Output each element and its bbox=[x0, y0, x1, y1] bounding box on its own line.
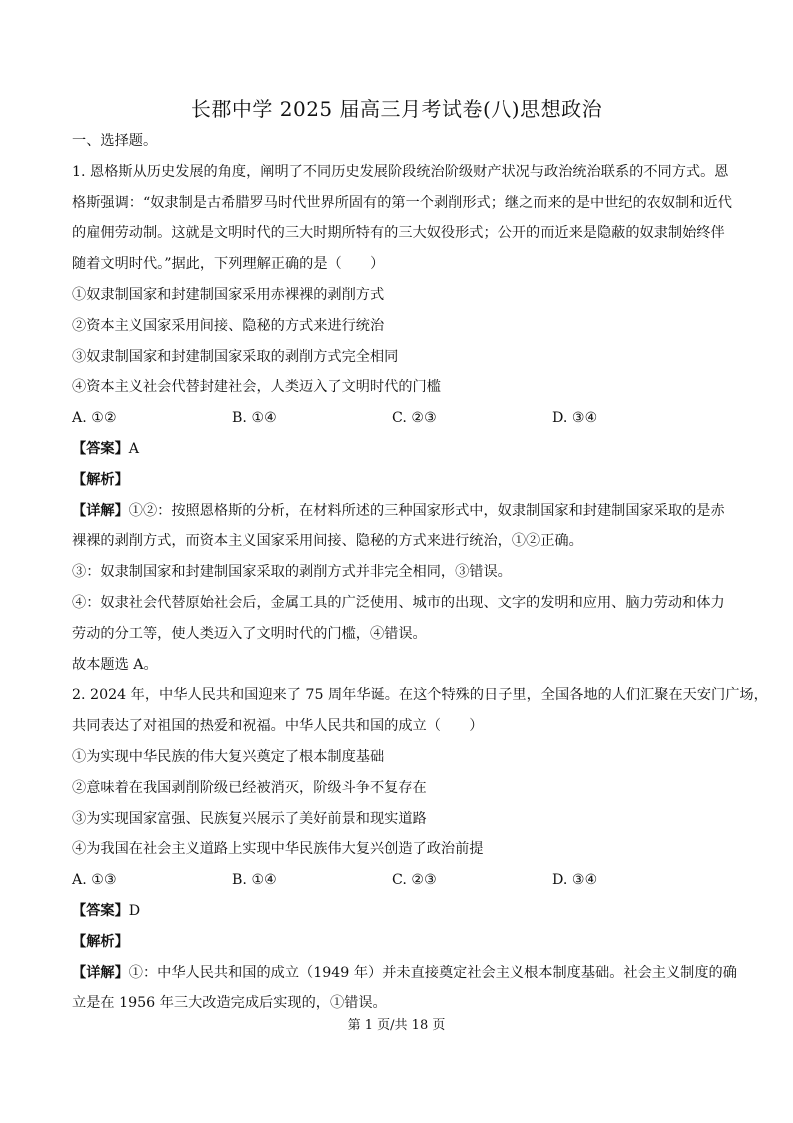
q1-item: ②资本主义国家采用间接、隐秘的方式来进行统治 bbox=[72, 317, 385, 334]
q1-stem-line: 格斯强调：“奴隶制是古希腊罗马时代世界所固有的第一个剥削形式；继之而来的是中世纪的农奴制和近代 bbox=[72, 194, 732, 211]
section-heading: 一、选择题。 bbox=[72, 133, 158, 149]
q2-options bbox=[72, 865, 722, 896]
q1-detail-line: 裸裸的剥削方式，而资本主义国家采用间接、隐秘的方式来进行统治，①②正确。 bbox=[72, 533, 583, 550]
q2-analysis-tag: 【解析】 bbox=[72, 933, 129, 950]
answer-value: D bbox=[128, 902, 141, 919]
q2-detail-line bbox=[72, 958, 737, 989]
detail-text: ①：中华人民共和国的成立（1949 年）并未直接奠定社会主义根本制度基础。社会主义制度的确 bbox=[128, 964, 737, 981]
q1-item: ④资本主义社会代替封建社会，人类迈入了文明时代的门槛 bbox=[72, 379, 441, 396]
q1-detail-line: ③：奴隶制国家和封建制国家采取的剥削方式并非完全相同，③错误。 bbox=[72, 564, 512, 581]
q2-item: ②意味着在我国剥削阶级已经被消灭，阶级斗争不复存在 bbox=[72, 779, 427, 796]
q2-detail-line: 立是在 1956 年三大改造完成后实现的，①错误。 bbox=[72, 995, 387, 1012]
document-title: 长郡中学 2025 届高三月考试卷(八)思想政治 bbox=[190, 97, 603, 121]
document-content bbox=[72, 126, 768, 1019]
q2-option-a: A. ①③ bbox=[72, 872, 117, 889]
q1-stem-line: 随着文明时代。”据此，下列理解正确的是（ ） bbox=[72, 256, 385, 273]
detail-tag: 【详解】 bbox=[72, 502, 129, 519]
q1-detail-line: 劳动的分工等，使人类迈入了文明时代的门槛，④错误。 bbox=[72, 625, 427, 642]
q2-item: ④为我国在社会主义道路上实现中华民族伟大复兴创造了政治前提 bbox=[72, 841, 484, 858]
q1-option-b: B. ①④ bbox=[232, 410, 277, 427]
q2-option-b: B. ①④ bbox=[232, 872, 277, 889]
q1-options bbox=[72, 403, 722, 434]
detail-text: ①②：按照恩格斯的分析，在材料所述的三种国家形式中，奴隶制国家和封建制国家采取的是赤 bbox=[128, 502, 725, 519]
q1-conclusion: 故本题选 A。 bbox=[72, 656, 158, 673]
q1-detail-line: ④：奴隶社会代替原始社会后，金属工具的广泛使用、城市的出现、文字的发明和应用、脑力劳动和体力 bbox=[72, 594, 725, 611]
answer-tag: 【答案】 bbox=[72, 902, 129, 919]
q1-item: ①奴隶制国家和封建制国家采用赤裸裸的剥削方式 bbox=[72, 286, 385, 303]
q1-answer bbox=[72, 434, 722, 465]
q2-stem-line: 共同表达了对祖国的热爱和祝福。中华人民共和国的成立（ ） bbox=[72, 718, 484, 735]
q1-analysis-tag: 【解析】 bbox=[72, 471, 129, 488]
detail-tag: 【详解】 bbox=[72, 964, 129, 981]
q2-item: ③为实现国家富强、民族复兴展示了美好前景和现实道路 bbox=[72, 810, 427, 827]
q2-option-d: D. ③④ bbox=[552, 872, 598, 889]
q1-option-d: D. ③④ bbox=[552, 410, 598, 427]
answer-tag: 【答案】 bbox=[72, 440, 129, 457]
q1-item: ③奴隶制国家和封建制国家采取的剥削方式完全相同 bbox=[72, 348, 399, 365]
q1-stem-line: 1. 恩格斯从历史发展的角度，阐明了不同历史发展阶段统治阶级财产状况与政治统治联系的不同方式。恩 bbox=[72, 163, 729, 180]
q1-detail-line bbox=[72, 496, 725, 527]
q2-option-c: C. ②③ bbox=[392, 872, 437, 889]
q2-item: ①为实现中华民族的伟大复兴奠定了根本制度基础 bbox=[72, 748, 385, 765]
q1-option-a: A. ①② bbox=[72, 410, 117, 427]
answer-value: A bbox=[128, 440, 140, 457]
q2-stem-line: 2. 2024 年，中华人民共和国迎来了 75 周年华诞。在这个特殊的日子里，全国各地的人们汇聚在天安门广场， bbox=[72, 687, 768, 704]
q2-answer bbox=[72, 896, 722, 927]
q1-option-c: C. ②③ bbox=[392, 410, 437, 427]
page-footer: 第 1 页/共 18 页 bbox=[347, 1018, 446, 1033]
q1-stem-line: 的雇佣劳动制。这就是文明时代的三大时期所特有的三大奴役形式；公开的而近来是隐蔽的奴隶制始终伴 bbox=[72, 225, 725, 242]
